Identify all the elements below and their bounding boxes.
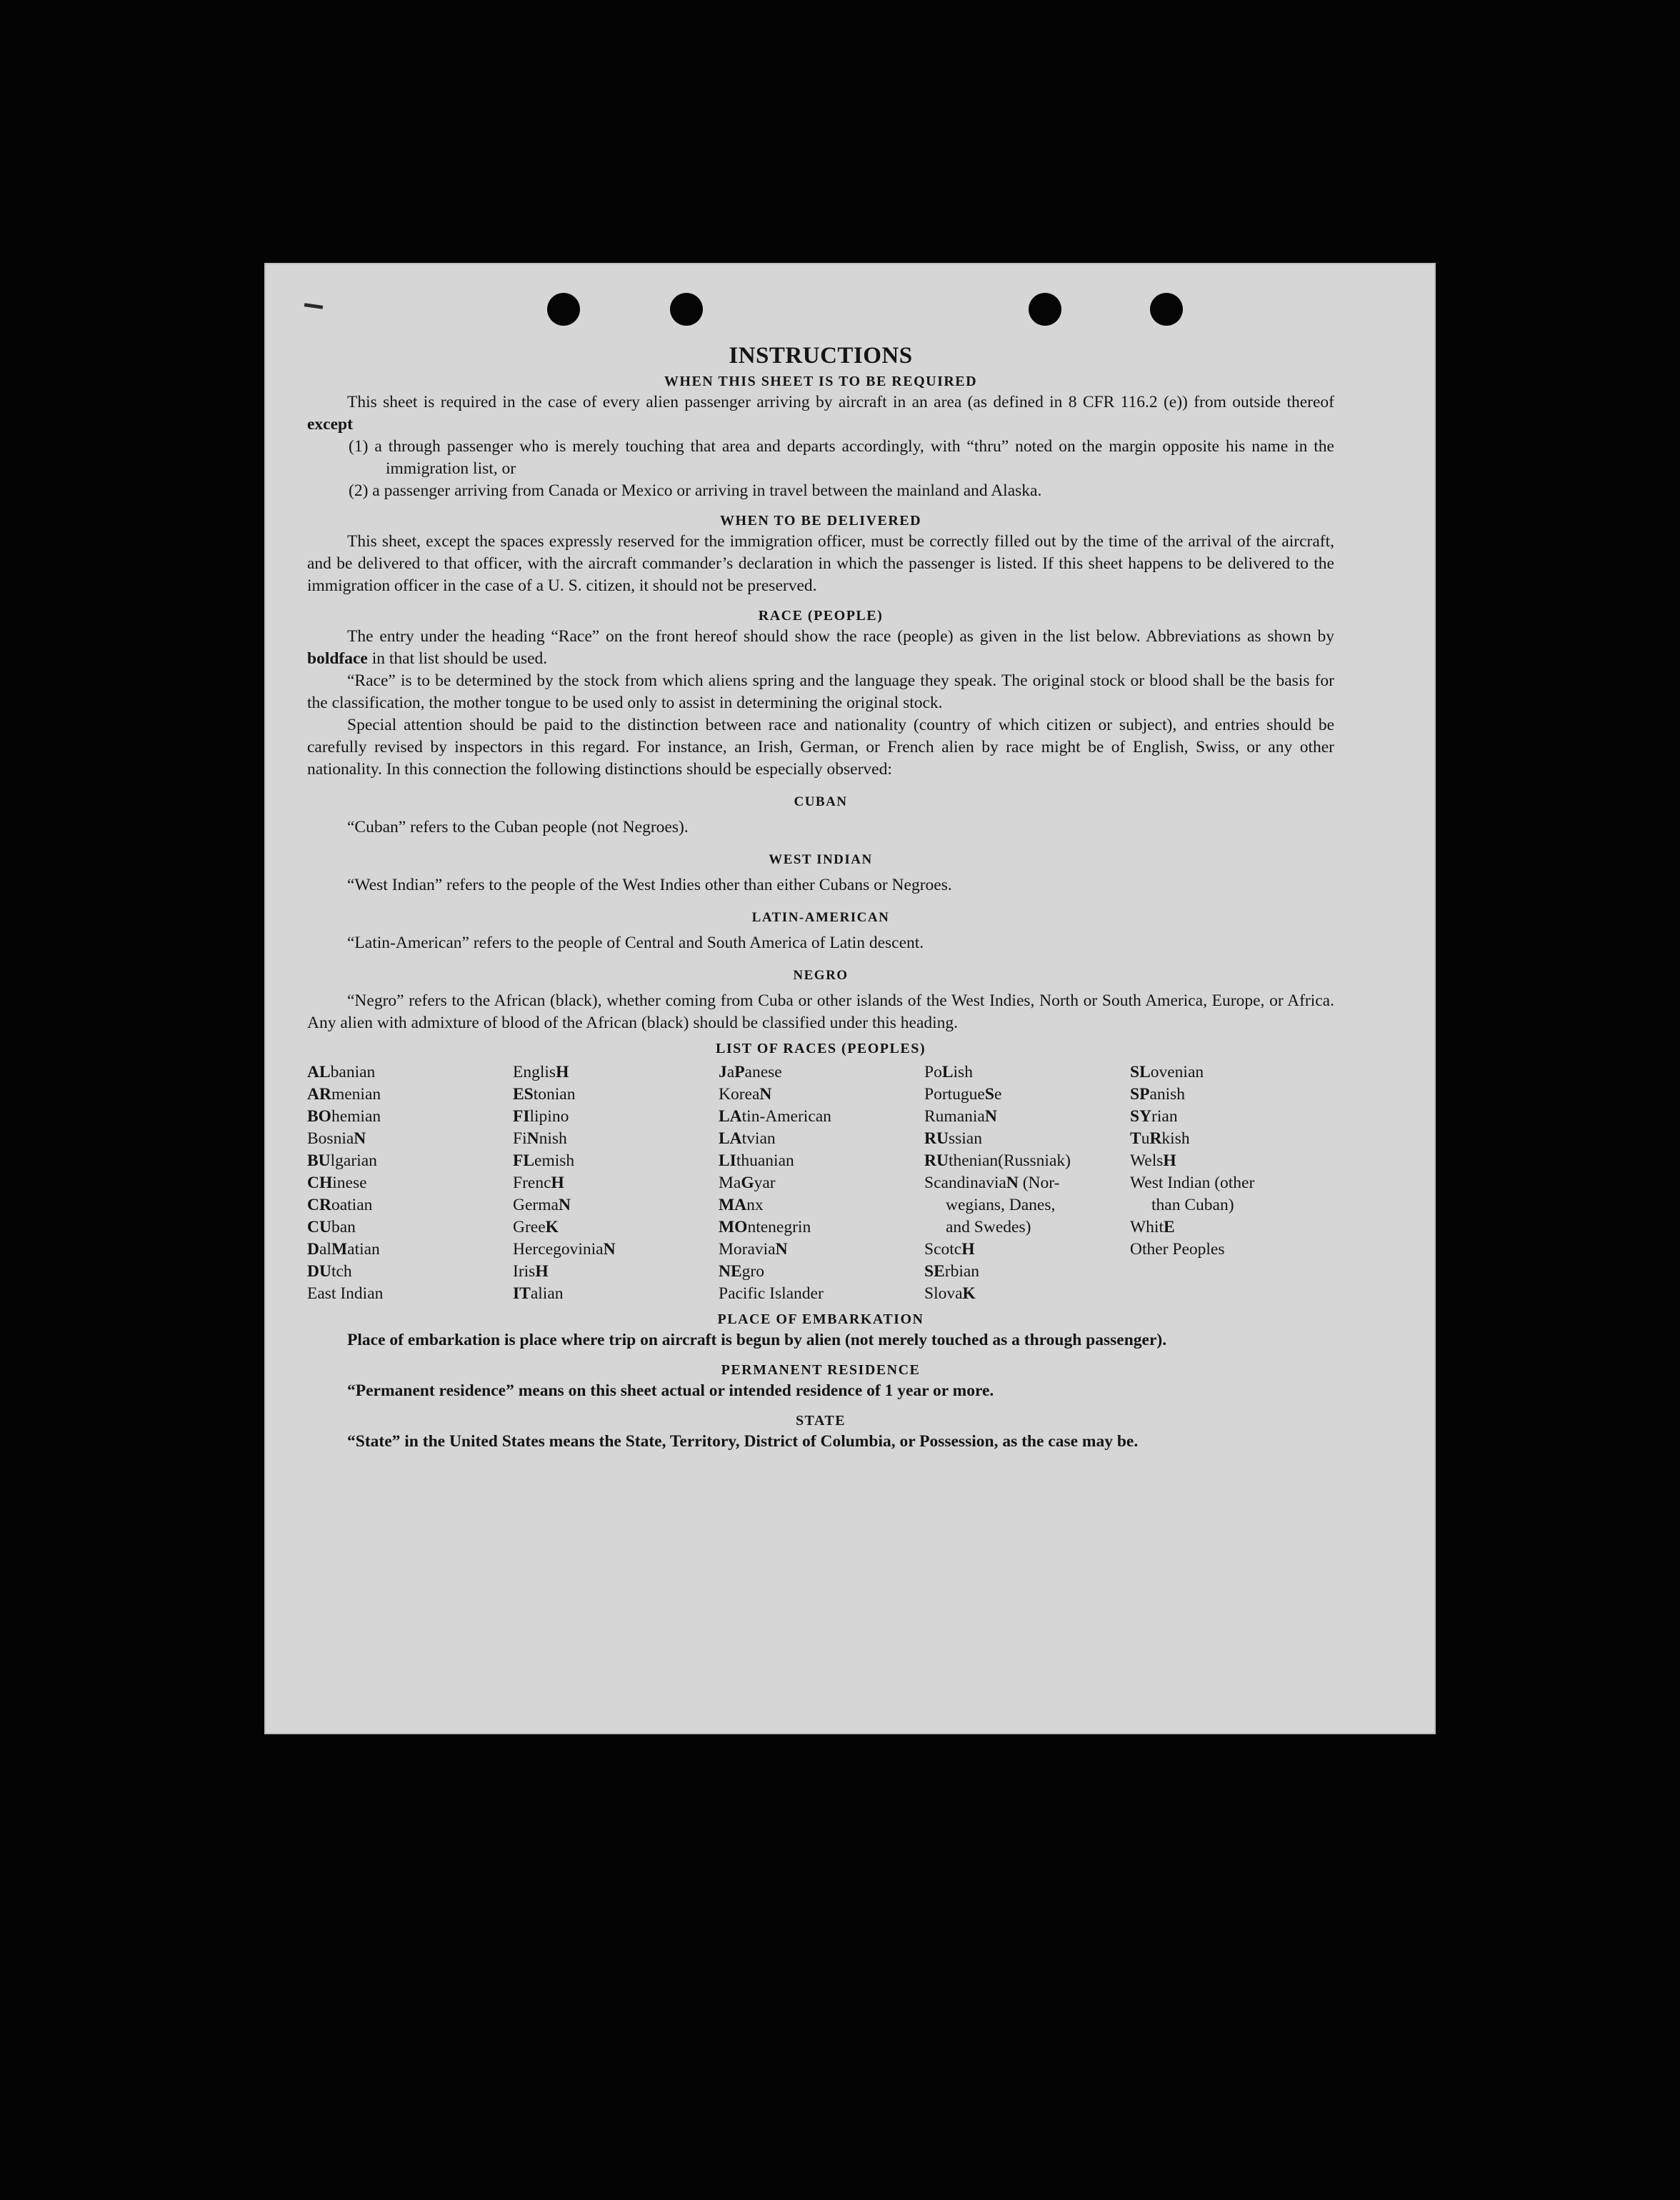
- paragraph: The entry under the heading “Race” on the front hereof should show the race (people) as given in the list below. Abbreviations as shown by boldface in that list should be used.: [307, 627, 1334, 668]
- races-column: [307, 1061, 513, 1305]
- race-entry: Other Peoples: [1130, 1240, 1225, 1259]
- race-entry: RUssian: [924, 1129, 982, 1148]
- section-heading: LIST OF RACES (PEOPLES): [715, 1041, 926, 1056]
- section-heading: LATIN-AMERICAN: [751, 910, 890, 925]
- paragraph: “Permanent residence” means on this sheet actual or intended residence of 1 year or more.: [347, 1381, 994, 1400]
- paragraph: “Race” is to be determined by the stock from which aliens spring and the language they speak. The original stock or blood shall be the basis for the classification, the mother tongue to be used only to assist in determining the original stock.: [307, 671, 1334, 712]
- punch-hole: [1150, 293, 1183, 326]
- section-heading: NEGRO: [793, 968, 849, 983]
- section-heading: WHEN TO BE DELIVERED: [719, 513, 922, 529]
- race-entry: CUban: [307, 1218, 356, 1236]
- race-entry: ALbanian: [307, 1063, 376, 1081]
- race-entry: MoraviaN: [719, 1240, 788, 1259]
- race-entry: FIlipino: [513, 1107, 569, 1126]
- race-entry: EnglisH: [513, 1063, 569, 1081]
- race-entry: LAtin-American: [719, 1107, 831, 1126]
- section-heading: WHEN THIS SHEET IS TO BE REQUIRED: [664, 374, 978, 389]
- races-list: [307, 1061, 1334, 1305]
- race-entry: RUthenian(Russniak): [924, 1151, 1071, 1170]
- race-entry: BosniaN: [307, 1129, 366, 1148]
- race-entry: ITalian: [513, 1284, 564, 1303]
- race-entry: East Indian: [307, 1284, 384, 1303]
- race-entry: FrencH: [513, 1174, 564, 1192]
- section-heading: PERMANENT RESIDENCE: [721, 1362, 921, 1378]
- race-entry: NEgro: [719, 1262, 764, 1281]
- section-heading: CUBAN: [794, 794, 848, 809]
- punch-hole: [670, 293, 703, 326]
- race-entry: than Cuban): [1151, 1196, 1234, 1214]
- paragraph: “State” in the United States means the State, Territory, District of Columbia, or Possession, as the case may be.: [347, 1432, 1139, 1451]
- paragraph: “West Indian” refers to the people of the West Indies other than either Cubans or Negroes.: [347, 876, 952, 894]
- race-entry: and Swedes): [946, 1218, 1031, 1236]
- race-entry: MaGyar: [719, 1174, 776, 1192]
- races-column: [924, 1061, 1130, 1305]
- race-entry: GermaN: [513, 1196, 571, 1214]
- race-entry: JaPanese: [719, 1063, 782, 1081]
- race-entry: WelsH: [1130, 1151, 1176, 1170]
- race-entry: IrisH: [513, 1262, 549, 1281]
- race-entry: SlovaK: [924, 1284, 976, 1303]
- race-entry: WhitE: [1130, 1218, 1175, 1236]
- section-heading: WEST INDIAN: [769, 852, 873, 867]
- paragraph: This sheet is required in the case of every alien passenger arriving by aircraft in an area (as defined in 8 CFR 116.2 (e)) from outside thereof except: [307, 393, 1334, 434]
- race-entry: HercegoviniaN: [513, 1240, 616, 1259]
- race-entry: CHinese: [307, 1174, 367, 1192]
- paragraph: Place of embarkation is place where trip on aircraft is begun by alien (not merely touched as a through passenger).: [347, 1331, 1167, 1349]
- race-entry: BOhemian: [307, 1107, 381, 1126]
- paragraph: “Negro” refers to the African (black), whether coming from Cuba or other islands of the West Indies, North or South America, Europe, or Africa. Any alien with admixture of blood of the African (black) should be classified under this heading.: [307, 991, 1334, 1032]
- document-page: [264, 263, 1436, 1734]
- race-entry: MAnx: [719, 1196, 764, 1214]
- race-entry: BUlgarian: [307, 1151, 377, 1170]
- race-entry: West Indian (other: [1130, 1174, 1255, 1192]
- instructions-body: [307, 341, 1334, 1453]
- list-item: (1) a through passenger who is merely touching that area and departs accordingly, with “thru” noted on the margin opposite his name in the immigration list, or: [349, 437, 1334, 478]
- page-title: INSTRUCTIONS: [729, 343, 913, 369]
- race-entry: CRoatian: [307, 1196, 373, 1214]
- races-column: [719, 1061, 924, 1305]
- race-entry: SYrian: [1130, 1107, 1178, 1126]
- race-entry: Pacific Islander: [719, 1284, 824, 1303]
- race-entry: SLovenian: [1130, 1063, 1204, 1081]
- paragraph: “Latin-American” refers to the people of Central and South America of Latin descent.: [347, 934, 924, 952]
- race-entry: FiNnish: [513, 1129, 567, 1148]
- races-column: [1130, 1061, 1334, 1305]
- paragraph: “Cuban” refers to the Cuban people (not Negroes).: [347, 818, 689, 836]
- races-column: [513, 1061, 719, 1305]
- race-entry: ScotcH: [924, 1240, 975, 1259]
- race-entry: ARmenian: [307, 1085, 381, 1104]
- race-entry: wegians, Danes,: [946, 1196, 1056, 1214]
- race-entry: ScandinaviaN (Nor-: [924, 1174, 1060, 1192]
- race-entry: MOntenegrin: [719, 1218, 811, 1236]
- punch-hole: [547, 293, 580, 326]
- race-entry: RumaniaN: [924, 1107, 997, 1126]
- race-entry: FLemish: [513, 1151, 575, 1170]
- ink-mark: [304, 303, 323, 309]
- race-entry: DUtch: [307, 1262, 352, 1281]
- list-item: (2) a passenger arriving from Canada or Mexico or arriving in travel between the mainland and Alaska.: [349, 481, 1042, 500]
- paragraph: This sheet, except the spaces expressly reserved for the immigration officer, must be correctly filled out by the time of the arrival of the aircraft, and be delivered to that officer, with the aircraft commander’s declaration in which the passenger is listed. If this sheet happens to be delivered to the immigration officer in the case of a U. S. citizen, it should not be preserved.: [307, 532, 1334, 595]
- race-entry: DalMatian: [307, 1240, 380, 1259]
- race-entry: EStonian: [513, 1085, 576, 1104]
- paragraph: Special attention should be paid to the distinction between race and nationality (country of which citizen or subject), and entries should be carefully revised by inspectors in this regard. For instance, an Irish, German, or French alien by race might be of English, Swiss, or any other nationality. In this connection the following distinctions should be especially observed:: [307, 716, 1334, 779]
- race-entry: PortugueSe: [924, 1085, 1002, 1104]
- race-entry: TuRkish: [1130, 1129, 1190, 1148]
- race-entry: SPanish: [1130, 1085, 1186, 1104]
- race-entry: KoreaN: [719, 1085, 772, 1104]
- section-heading: RACE (PEOPLE): [758, 608, 884, 624]
- punch-hole: [1029, 293, 1061, 326]
- section-heading: STATE: [795, 1413, 846, 1429]
- section-heading: PLACE OF EMBARKATION: [717, 1311, 924, 1327]
- race-entry: SErbian: [924, 1262, 980, 1281]
- race-entry: LAtvian: [719, 1129, 776, 1148]
- race-entry: LIthuanian: [719, 1151, 794, 1170]
- race-entry: PoLish: [924, 1063, 973, 1081]
- race-entry: GreeK: [513, 1218, 559, 1236]
